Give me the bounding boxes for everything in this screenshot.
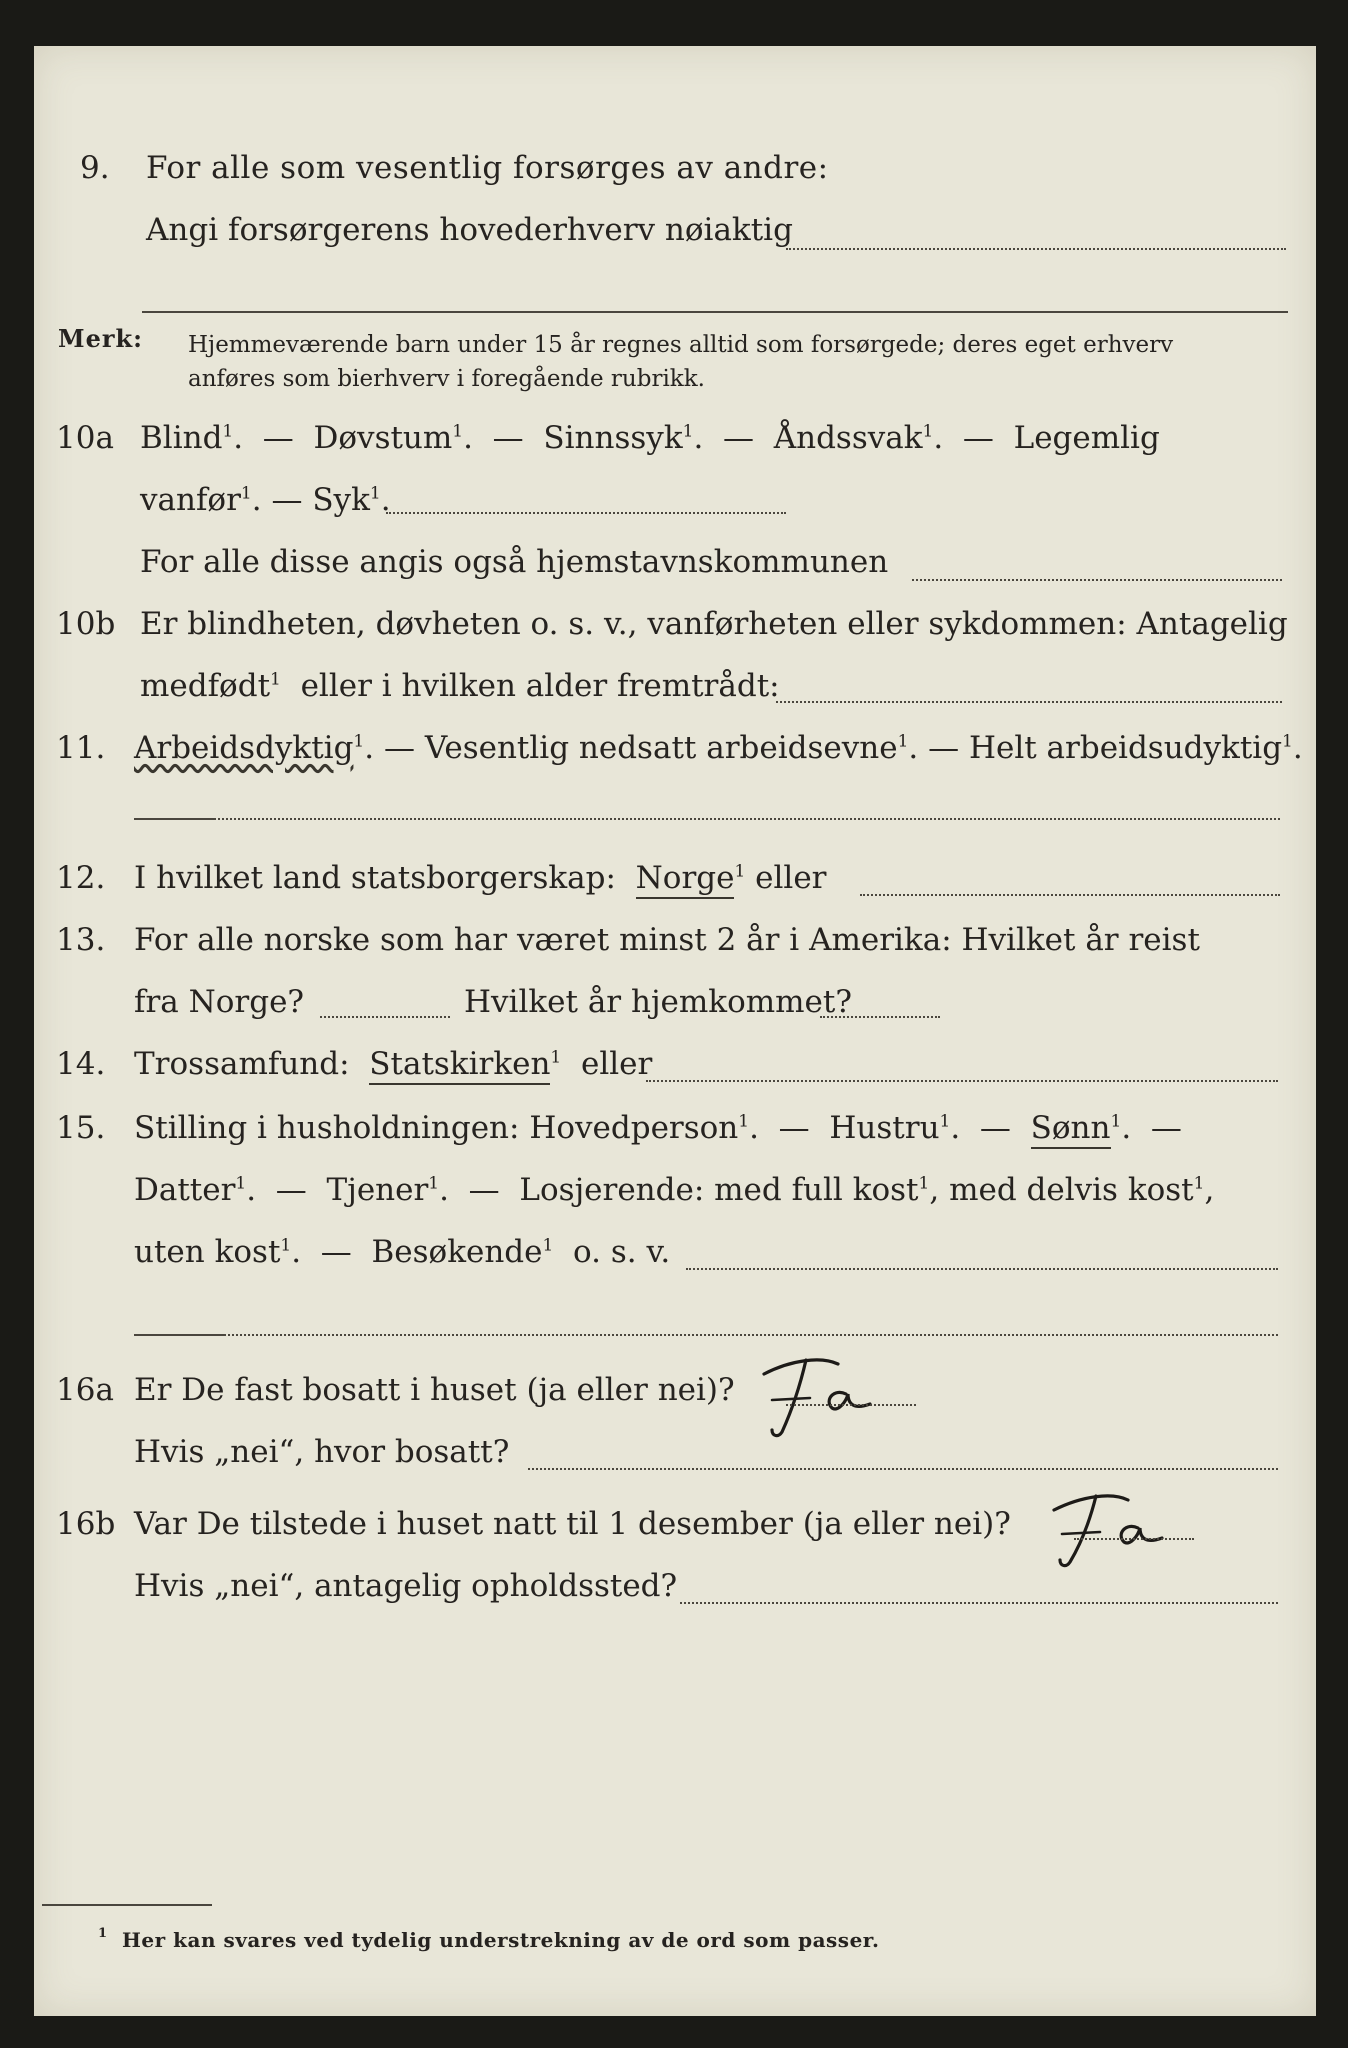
- q16a-handwritten-ja: [746, 1346, 896, 1446]
- q13-hjemkommet-line: [820, 1016, 940, 1018]
- q16a-number: 16a: [56, 1372, 114, 1408]
- q10a-number: 10a: [56, 420, 114, 456]
- q9-line2: Angi forsørgerens hovederhverv nøiaktig: [146, 212, 793, 248]
- q13-reist-line: [320, 1016, 450, 1018]
- q9-line1: For alle som vesentlig forsørges av andre:: [146, 150, 829, 186]
- q14-statskirken-underlined: Statskirken: [369, 1046, 550, 1085]
- q15-line2: Datter$^1$. — Tjener$^1$. — Losjerende: med full kost$^1$, med delvis kost$^1$,: [134, 1172, 1215, 1208]
- q11-number: 11.: [56, 730, 106, 766]
- q13-line1: For alle norske som har været minst 2 år i Amerika: Hvilket år reist: [134, 922, 1200, 958]
- q16a-line2: Hvis „nei“, hvor bosatt?: [134, 1434, 510, 1470]
- footnote-text: Her kan svares ved tydelig understrekning av de ord som passer.: [122, 1928, 880, 1952]
- q10a-line2: vanfør$^1$. — Syk$^1$.: [140, 482, 391, 518]
- q15-sonn-underlined: Sønn: [1031, 1110, 1111, 1149]
- q16b-handwritten-ja: [1034, 1480, 1184, 1576]
- q11-answer-line: [214, 818, 1280, 820]
- q16b-line1: Var De tilstede i huset natt til 1 desember (ja eller nei)?: [134, 1506, 1011, 1542]
- q16b-answer-line: [1074, 1538, 1194, 1540]
- q11-short-rule: [134, 818, 214, 820]
- q12-answer-line: [860, 894, 1280, 896]
- q11-line1: Arbeidsdyktig$^1$. — Vesentlig nedsatt arbeidsevne$^1$. — Helt arbeidsudyktig$^1$.: [134, 730, 1303, 766]
- q9-separator: [142, 311, 1288, 313]
- footnote-mark: 1: [98, 1926, 108, 1941]
- q12-number: 12.: [56, 860, 106, 896]
- q14-number: 14.: [56, 1046, 106, 1082]
- footnote-rule: [42, 1904, 212, 1906]
- q10a-answer-line: [912, 579, 1282, 581]
- q14-answer-line: [646, 1080, 1278, 1082]
- q16b-line2: Hvis „nei“, antagelig opholdssted?: [134, 1568, 678, 1604]
- q11-arbeidsdyktig-underlined: Arbeidsdyktig: [134, 730, 354, 766]
- q16b-number: 16b: [56, 1506, 116, 1542]
- q10b-number: 10b: [56, 606, 116, 642]
- merk-label: Merk:: [58, 324, 143, 353]
- q13-number: 13.: [56, 922, 106, 958]
- q15-answer-line: [686, 1268, 1278, 1270]
- q14-line1: Trossamfund: Statskirken$^1$ eller: [134, 1046, 652, 1082]
- q15-number: 15.: [56, 1110, 106, 1146]
- q9-number: 9.: [80, 150, 110, 186]
- q9-answer-line: [786, 248, 1286, 250]
- q12-line1: I hvilket land statsborgerskap: Norge$^1$ eller: [134, 860, 827, 896]
- q15-line3: uten kost$^1$. — Besøkende$^1$ o. s. v.: [134, 1234, 671, 1270]
- q15-short-rule: [134, 1334, 224, 1336]
- q16b-opholdssted-line: [680, 1602, 1278, 1604]
- q16a-line1: Er De fast bosatt i huset (ja eller nei)?: [134, 1372, 735, 1408]
- q16a-answer-line: [786, 1404, 916, 1406]
- q16a-bosatt-line: [528, 1468, 1278, 1470]
- q10b-line1: Er blindheten, døvheten o. s. v., vanførheten eller sykdommen: Antagelig: [140, 606, 1288, 642]
- q15-separator-line: [224, 1334, 1278, 1336]
- merk-line2: anføres som bierhverv i foregående rubrikk.: [188, 366, 705, 392]
- q10b-line2: medfødt$^1$ eller i hvilken alder fremtrådt:: [140, 668, 780, 704]
- q15-line1: Stilling i husholdningen: Hovedperson$^1$. — Hustru$^1$. — Sønn$^1$. —: [134, 1110, 1182, 1146]
- q10a-line1: Blind$^1$. — Døvstum$^1$. — Sinnssyk$^1$. — Åndssvak$^1$. — Legemlig: [140, 420, 1160, 456]
- q10b-answer-line: [776, 701, 1282, 703]
- q13-line2-right: Hvilket år hjemkommet?: [464, 984, 852, 1020]
- merk-line1: Hjemmeværende barn under 15 år regnes alltid som forsørgede; deres eget erhverv: [188, 332, 1174, 358]
- q13-line2-left: fra Norge?: [134, 984, 305, 1020]
- census-form-page: [34, 46, 1316, 2016]
- q10a-line3: For alle disse angis også hjemstavnskommunen: [140, 544, 889, 580]
- q12-norge-underlined: Norge: [636, 860, 735, 899]
- q10a-syk-line: [386, 512, 786, 514]
